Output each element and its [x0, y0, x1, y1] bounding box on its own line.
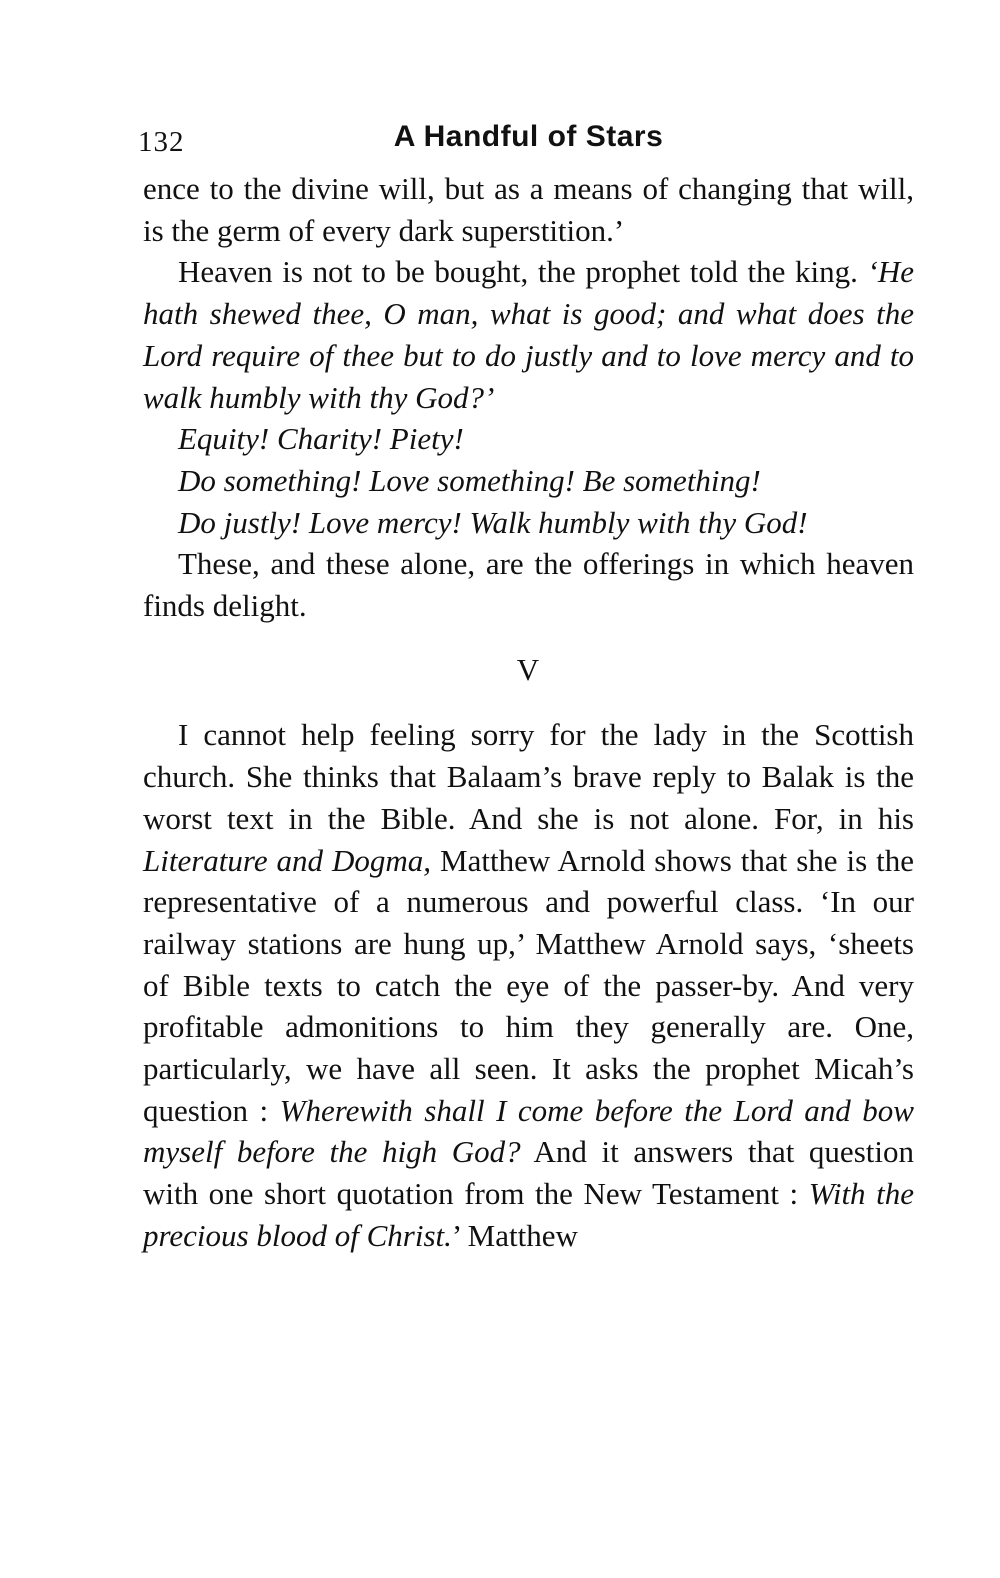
paragraph-text: Heaven is not to be bought, the prophet told the king. — [178, 254, 868, 290]
paragraph-text: ence to the divine will, but as a means of changing that will, is the germ of every dark superstition.’ — [143, 171, 914, 248]
micah-question-italic: Wherewith shall I come before the Lord and bow myself before the high God? — [143, 1092, 914, 1170]
page-number: 132 — [138, 126, 185, 158]
paragraph-text: ’ Matthew — [451, 1217, 578, 1253]
paragraph-text: And it answers that question with one short quotation from the New Testament : — [143, 1134, 914, 1212]
verse-line-1: Equity! Charity! Piety! — [178, 421, 464, 457]
paragraph-text: I cannot help feeling sorry for the lady in the Scottish church. She thinks that Balaam’s brave reply to Balak is the worst text in the Bible. And she is not alone. For, in his — [143, 717, 914, 836]
book-title-italic: Literature and Dogma, — [143, 842, 432, 878]
paragraph-text: Matthew Arnold shows that she is the representative of a numerous and powerful class. ‘In our railway stations are hung up,’ Matthew Arnold says, ‘sheets of Bible texts to catch the eye of the passer-by. And very profitable admonitions to him they generally are. One, particularly, we have all seen. It asks the prophet Micah’s question : — [143, 842, 914, 1128]
paragraph-text: These, and these alone, are the offerings in which heaven finds delight. — [143, 546, 914, 624]
testament-quote-italic: With the precious blood of Christ. — [143, 1176, 914, 1253]
paragraph-section-v — [143, 714, 914, 1256]
verse-line-3: Do justly! Love mercy! Walk humbly with thy God! — [178, 504, 808, 540]
verse-line-2: Do something! Love something! Be something! — [178, 462, 761, 498]
body-text — [143, 168, 914, 1257]
paragraph-offerings — [143, 543, 914, 626]
paragraph-continuation — [143, 168, 914, 251]
section-numeral: V — [516, 651, 541, 687]
running-title: A Handful of Stars — [393, 120, 664, 153]
book-page — [138, 118, 914, 1257]
scripture-quote: ‘He hath shewed thee, O man, what is good; and what does the Lord require of thee but to do justly and to love mercy and to walk humbly with thy God?’ — [143, 254, 914, 415]
running-header — [138, 118, 914, 168]
paragraph-prophet — [143, 251, 914, 418]
